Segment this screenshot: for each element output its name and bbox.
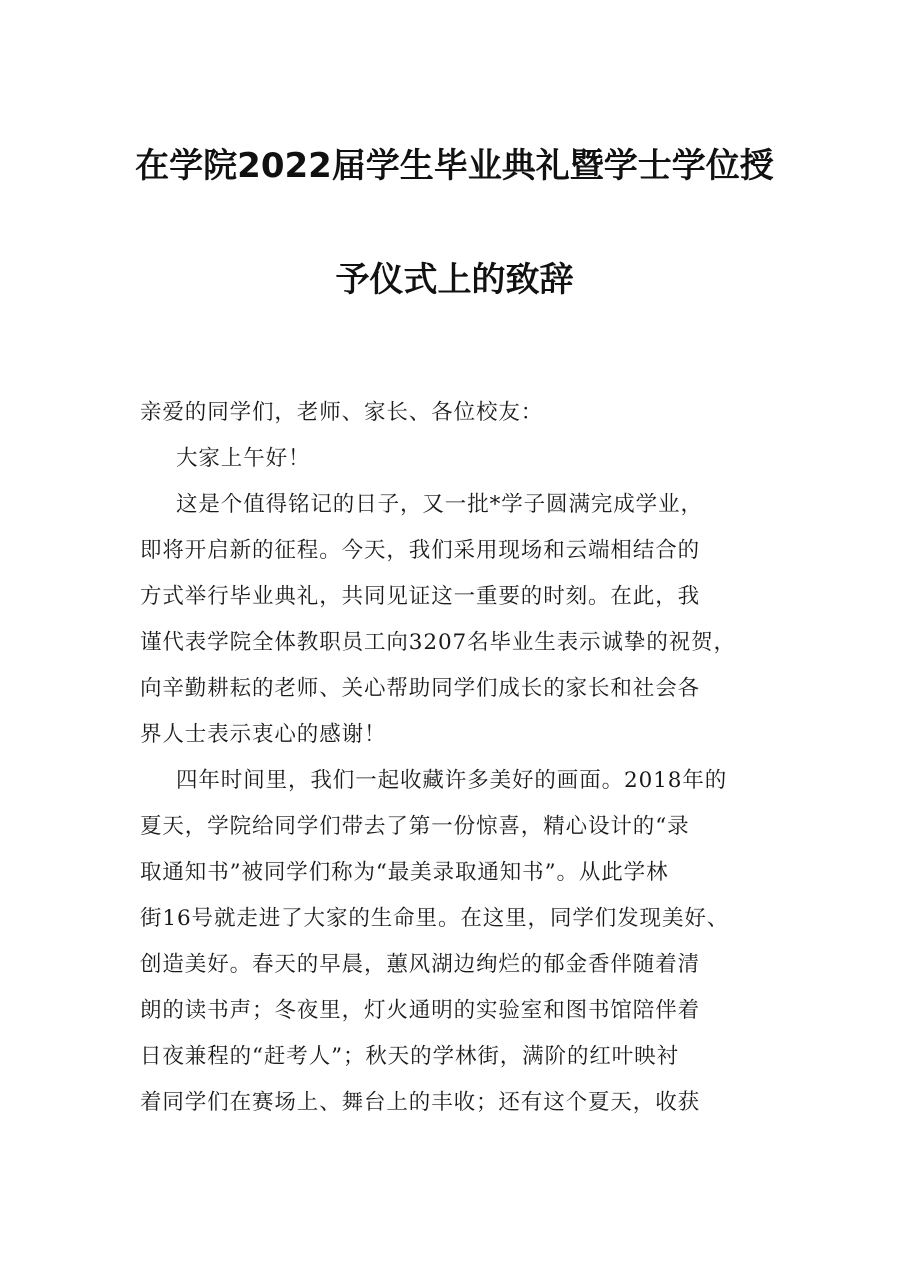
- body-line: 方式举行毕业典礼，共同见证这一重要的时刻。在此，我: [140, 584, 701, 609]
- body-line: 取通知书”被同学们称为“最美录取通知书”。从此学林: [140, 860, 669, 885]
- body-line: 创造美好。春天的早晨，蕙风湖边绚烂的郁金香伴随着清: [140, 952, 701, 977]
- document-body: [140, 393, 780, 1129]
- body-line: 即将开启新的征程。今天，我们采用现场和云端相结合的: [140, 538, 701, 563]
- body-line: 街16号就走进了大家的生命里。在这里，同学们发现美好、: [140, 906, 730, 931]
- body-line: 这是个值得铭记的日子，又一批*学子圆满完成学业，: [176, 492, 703, 517]
- body-line: 谨代表学院全体教职员工向3207名毕业生表示诚挚的祝贺，: [140, 630, 736, 655]
- body-line: 向辛勤耕耘的老师、关心帮助同学们成长的家长和社会各: [140, 676, 701, 701]
- body-line: 着同学们在赛场上、舞台上的丰收；还有这个夏天，收获: [140, 1090, 701, 1115]
- body-line: 四年时间里，我们一起收藏许多美好的画面。2018年的: [176, 768, 728, 793]
- document-title-line-1: 在学院2022届学生毕业典礼暨学士学位授: [135, 146, 774, 186]
- body-line: 亲爱的同学们，老师、家长、各位校友：: [140, 400, 544, 425]
- document-title-line-2: 予仪式上的致辞: [335, 260, 574, 300]
- body-line: 大家上午好！: [176, 446, 311, 471]
- body-line: 朗的读书声；冬夜里，灯火通明的实验室和图书馆陪伴着: [140, 998, 701, 1023]
- body-line: 夏天，学院给同学们带去了第一份惊喜，精心设计的“录: [140, 814, 690, 839]
- body-line: 日夜兼程的“赶考人”；秋天的学林街，满阶的红叶映衬: [140, 1044, 679, 1069]
- body-line: 界人士表示衷心的感谢！: [140, 722, 387, 747]
